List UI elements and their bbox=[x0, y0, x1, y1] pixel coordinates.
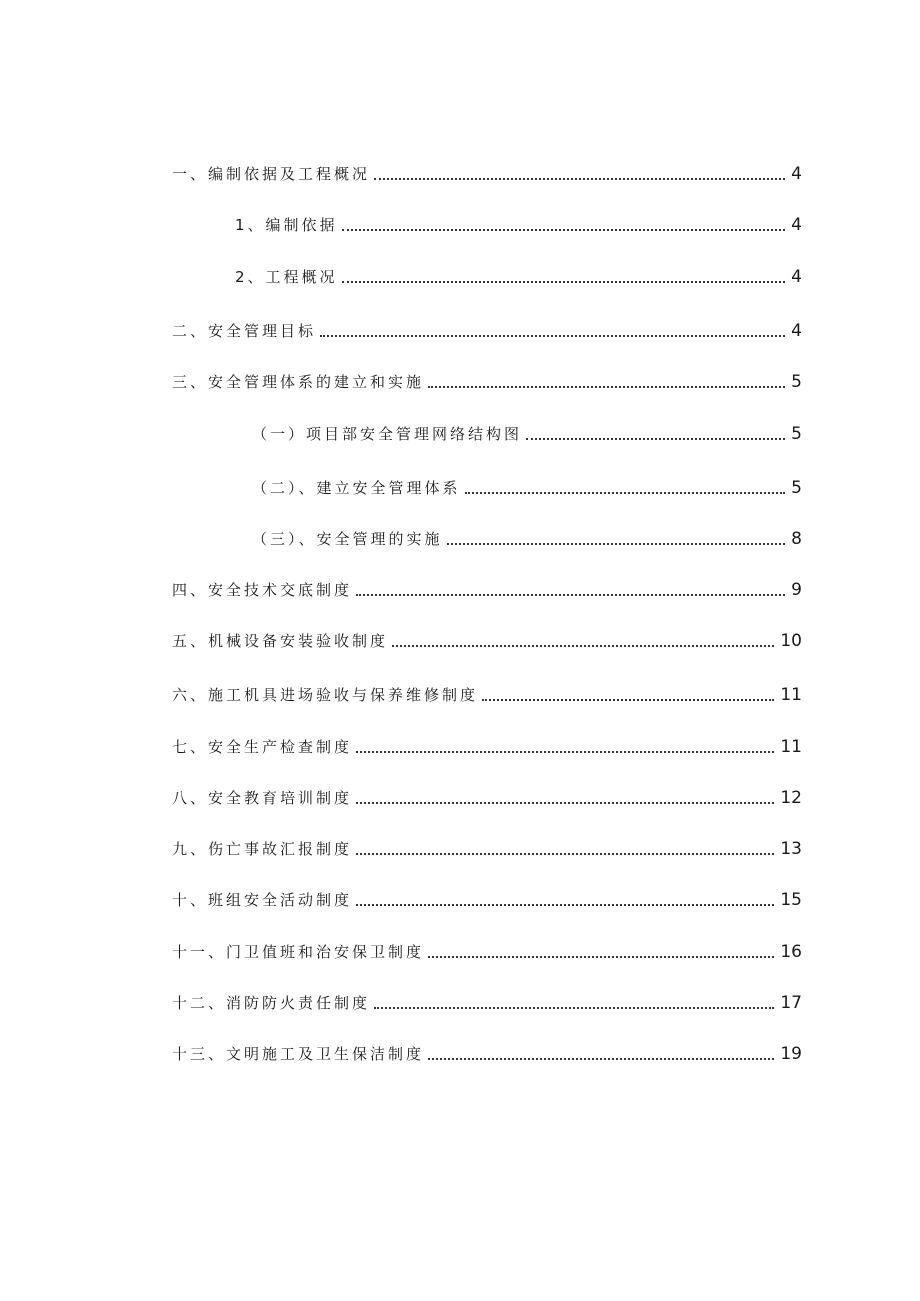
toc-entry-title: 九、伤亡事故汇报制度 bbox=[172, 840, 353, 858]
toc-entry-page: 9 bbox=[791, 580, 802, 600]
toc-dot-leader bbox=[465, 492, 786, 494]
toc-entry-title: （一）项目部安全管理网络结构图 bbox=[252, 425, 523, 443]
toc-entry-page: 8 bbox=[791, 529, 802, 549]
toc-dot-leader bbox=[482, 699, 774, 701]
toc-entry-page: 17 bbox=[780, 993, 802, 1013]
toc-dot-leader bbox=[392, 645, 774, 647]
toc-entry-title: 2、工程概况 bbox=[235, 268, 338, 286]
toc-entry-title: 十二、消防防火责任制度 bbox=[172, 994, 371, 1012]
toc-entry-title: 1、编制依据 bbox=[235, 216, 338, 234]
toc-entry[interactable] bbox=[0, 525, 920, 549]
toc-entry-title: 四、安全技术交底制度 bbox=[172, 581, 353, 599]
toc-entry[interactable] bbox=[0, 886, 920, 910]
toc-entry[interactable] bbox=[0, 938, 920, 962]
toc-dot-leader bbox=[447, 543, 786, 545]
toc-dot-leader bbox=[356, 802, 774, 804]
toc-entry-page: 16 bbox=[780, 942, 802, 962]
toc-entry[interactable] bbox=[0, 681, 920, 705]
toc-entry-title: 五、机械设备安装验收制度 bbox=[172, 632, 389, 650]
toc-dot-leader bbox=[342, 229, 786, 231]
toc-entry-title: 十、班组安全活动制度 bbox=[172, 891, 353, 909]
toc-entry[interactable] bbox=[0, 627, 920, 651]
toc-entry-title: 二、安全管理目标 bbox=[172, 322, 317, 340]
toc-entry-page: 12 bbox=[780, 788, 802, 808]
toc-dot-leader bbox=[374, 1007, 774, 1009]
toc-dot-leader bbox=[374, 178, 785, 180]
toc-entry-title: （三）、安全管理的实施 bbox=[252, 530, 443, 548]
toc-entry-page: 5 bbox=[791, 372, 802, 392]
toc-entry[interactable] bbox=[0, 835, 920, 859]
toc-entry-page: 13 bbox=[780, 839, 802, 859]
toc-entry-title: 七、安全生产检查制度 bbox=[172, 738, 353, 756]
toc-entry-title: 三、安全管理体系的建立和实施 bbox=[172, 373, 425, 391]
toc-entry-page: 11 bbox=[780, 685, 802, 705]
toc-entry-title: 一、编制依据及工程概况 bbox=[172, 165, 371, 183]
toc-dot-leader bbox=[428, 386, 785, 388]
toc-entry-page: 4 bbox=[791, 164, 802, 184]
toc-dot-leader bbox=[356, 904, 774, 906]
toc-dot-leader bbox=[356, 594, 785, 596]
toc-entry[interactable] bbox=[0, 1040, 920, 1064]
toc-dot-leader bbox=[526, 438, 785, 440]
toc-entry-title: 六、施工机具进场验收与保养维修制度 bbox=[172, 686, 479, 704]
toc-entry[interactable] bbox=[0, 263, 920, 287]
toc-entry-page: 19 bbox=[780, 1044, 802, 1064]
toc-entry-title: （二）、建立安全管理体系 bbox=[252, 479, 461, 497]
toc-entry[interactable] bbox=[0, 784, 920, 808]
toc-entry-page: 4 bbox=[791, 215, 802, 235]
toc-dot-leader bbox=[428, 1058, 774, 1060]
toc-entry[interactable] bbox=[0, 317, 920, 341]
toc-dot-leader bbox=[342, 281, 786, 283]
toc-dot-leader bbox=[320, 335, 785, 337]
toc-entry-page: 5 bbox=[791, 424, 802, 444]
toc-dot-leader bbox=[356, 751, 774, 753]
toc-entry[interactable] bbox=[0, 211, 920, 235]
toc-entry[interactable] bbox=[0, 576, 920, 600]
toc-dot-leader bbox=[428, 956, 774, 958]
toc-entry-page: 5 bbox=[791, 478, 802, 498]
toc-entry-title: 十一、门卫值班和治安保卫制度 bbox=[172, 943, 425, 961]
toc-entry-title: 十三、文明施工及卫生保洁制度 bbox=[172, 1045, 425, 1063]
toc-entry[interactable] bbox=[0, 474, 920, 498]
toc-entry-page: 15 bbox=[780, 890, 802, 910]
toc-entry-page: 4 bbox=[791, 321, 802, 341]
toc-entry-page: 4 bbox=[791, 267, 802, 287]
toc-entry-page: 11 bbox=[780, 737, 802, 757]
toc-entry[interactable] bbox=[0, 989, 920, 1013]
toc-entry[interactable] bbox=[0, 733, 920, 757]
toc-entry-title: 八、安全教育培训制度 bbox=[172, 789, 353, 807]
toc-entry[interactable] bbox=[0, 420, 920, 444]
toc-entry-page: 10 bbox=[780, 631, 802, 651]
toc-entry[interactable] bbox=[0, 368, 920, 392]
toc-dot-leader bbox=[356, 853, 774, 855]
toc-entry[interactable] bbox=[0, 160, 920, 184]
